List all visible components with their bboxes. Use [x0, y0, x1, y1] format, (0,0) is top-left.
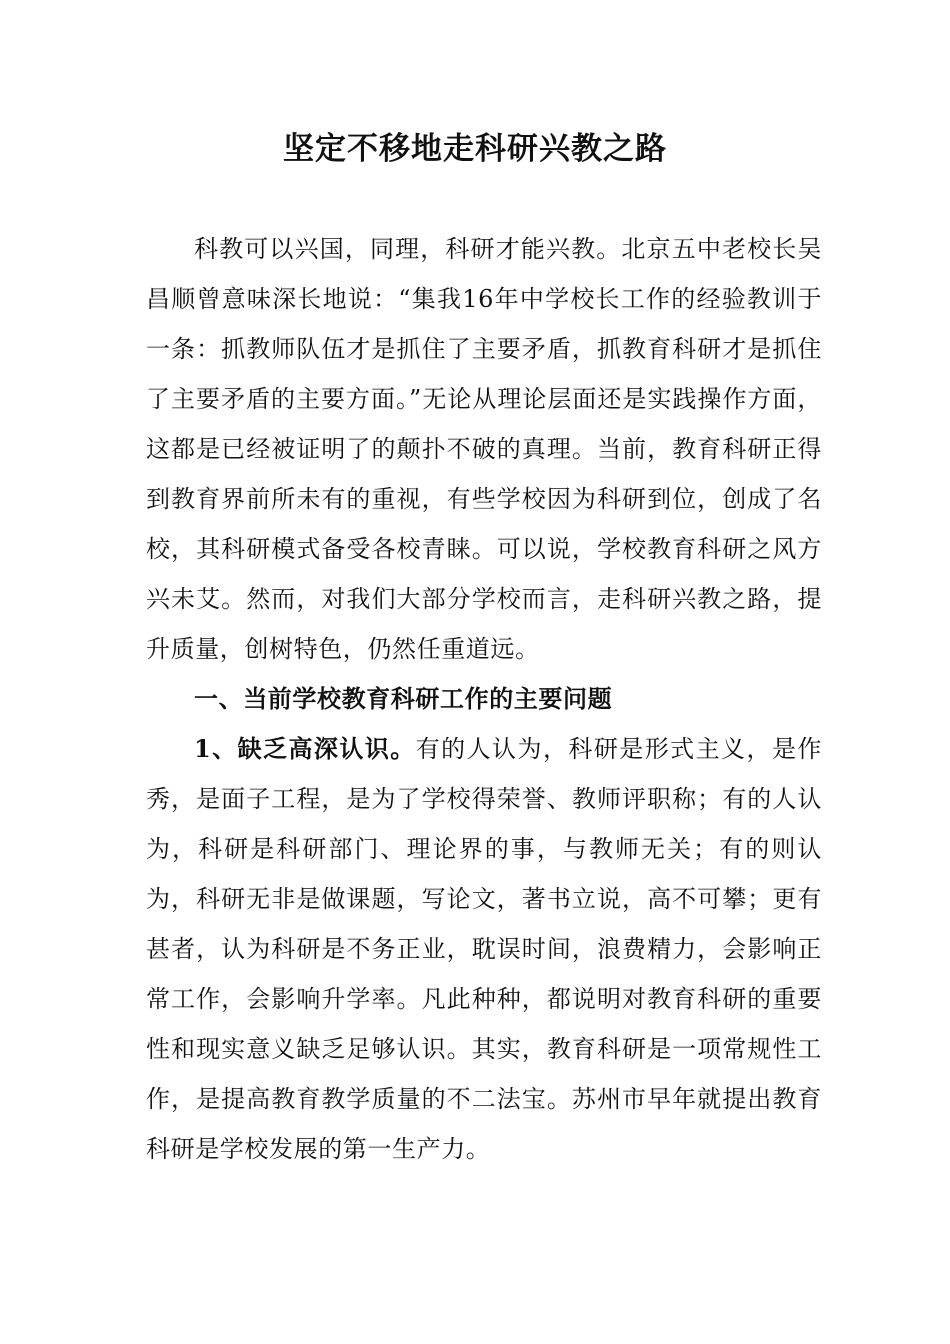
point-1-text: 有的人认为，科研是形式主义，是作秀，是面子工程，是为了学校得荣誉、教师评职称；有的人认为，科研是科研部门、理论界的事，与教师无关；有的则认为，科研无非是做课题，写论文，著书立说，高不可攀；更有甚者，认为科研是不务正业，耽误时间，浪费精力，会影响正常工作，会影响升学率。凡此种种，都说明对教育科研的重要性和现实意义缺乏足够认识。其实，教育科研是一项常规性工作，是提高教育教学质量的不二法宝。苏州市早年就提出教育科研是学校发展的第一生产力。: [146, 735, 822, 1163]
document-body: [146, 224, 822, 1174]
point-1-lead: 1、缺乏高深认识。: [194, 734, 416, 763]
point-1-paragraph: [146, 724, 822, 1174]
intro-paragraph: 科教可以兴国，同理，科研才能兴教。北京五中老校长吴昌顺曾意味深长地说：“集我16年中学校长工作的经验教训于一条：抓教师队伍才是抓住了主要矛盾，抓教育科研才是抓住了主要矛盾的主要方面。”无论从理论层面还是实践操作方面，这都是已经被证明了的颠扑不破的真理。当前，教育科研正得到教育界前所未有的重视，有些学校因为科研到位，创成了名校，其科研模式备受各校青睐。可以说，学校教育科研之风方兴未艾。然而，对我们大部分学校而言，走科研兴教之路，提升质量，创树特色，仍然任重道远。: [146, 235, 822, 663]
section-heading: 一、当前学校教育科研工作的主要问题: [194, 685, 613, 713]
document-title: 坚定不移地走科研兴教之路: [283, 131, 667, 167]
